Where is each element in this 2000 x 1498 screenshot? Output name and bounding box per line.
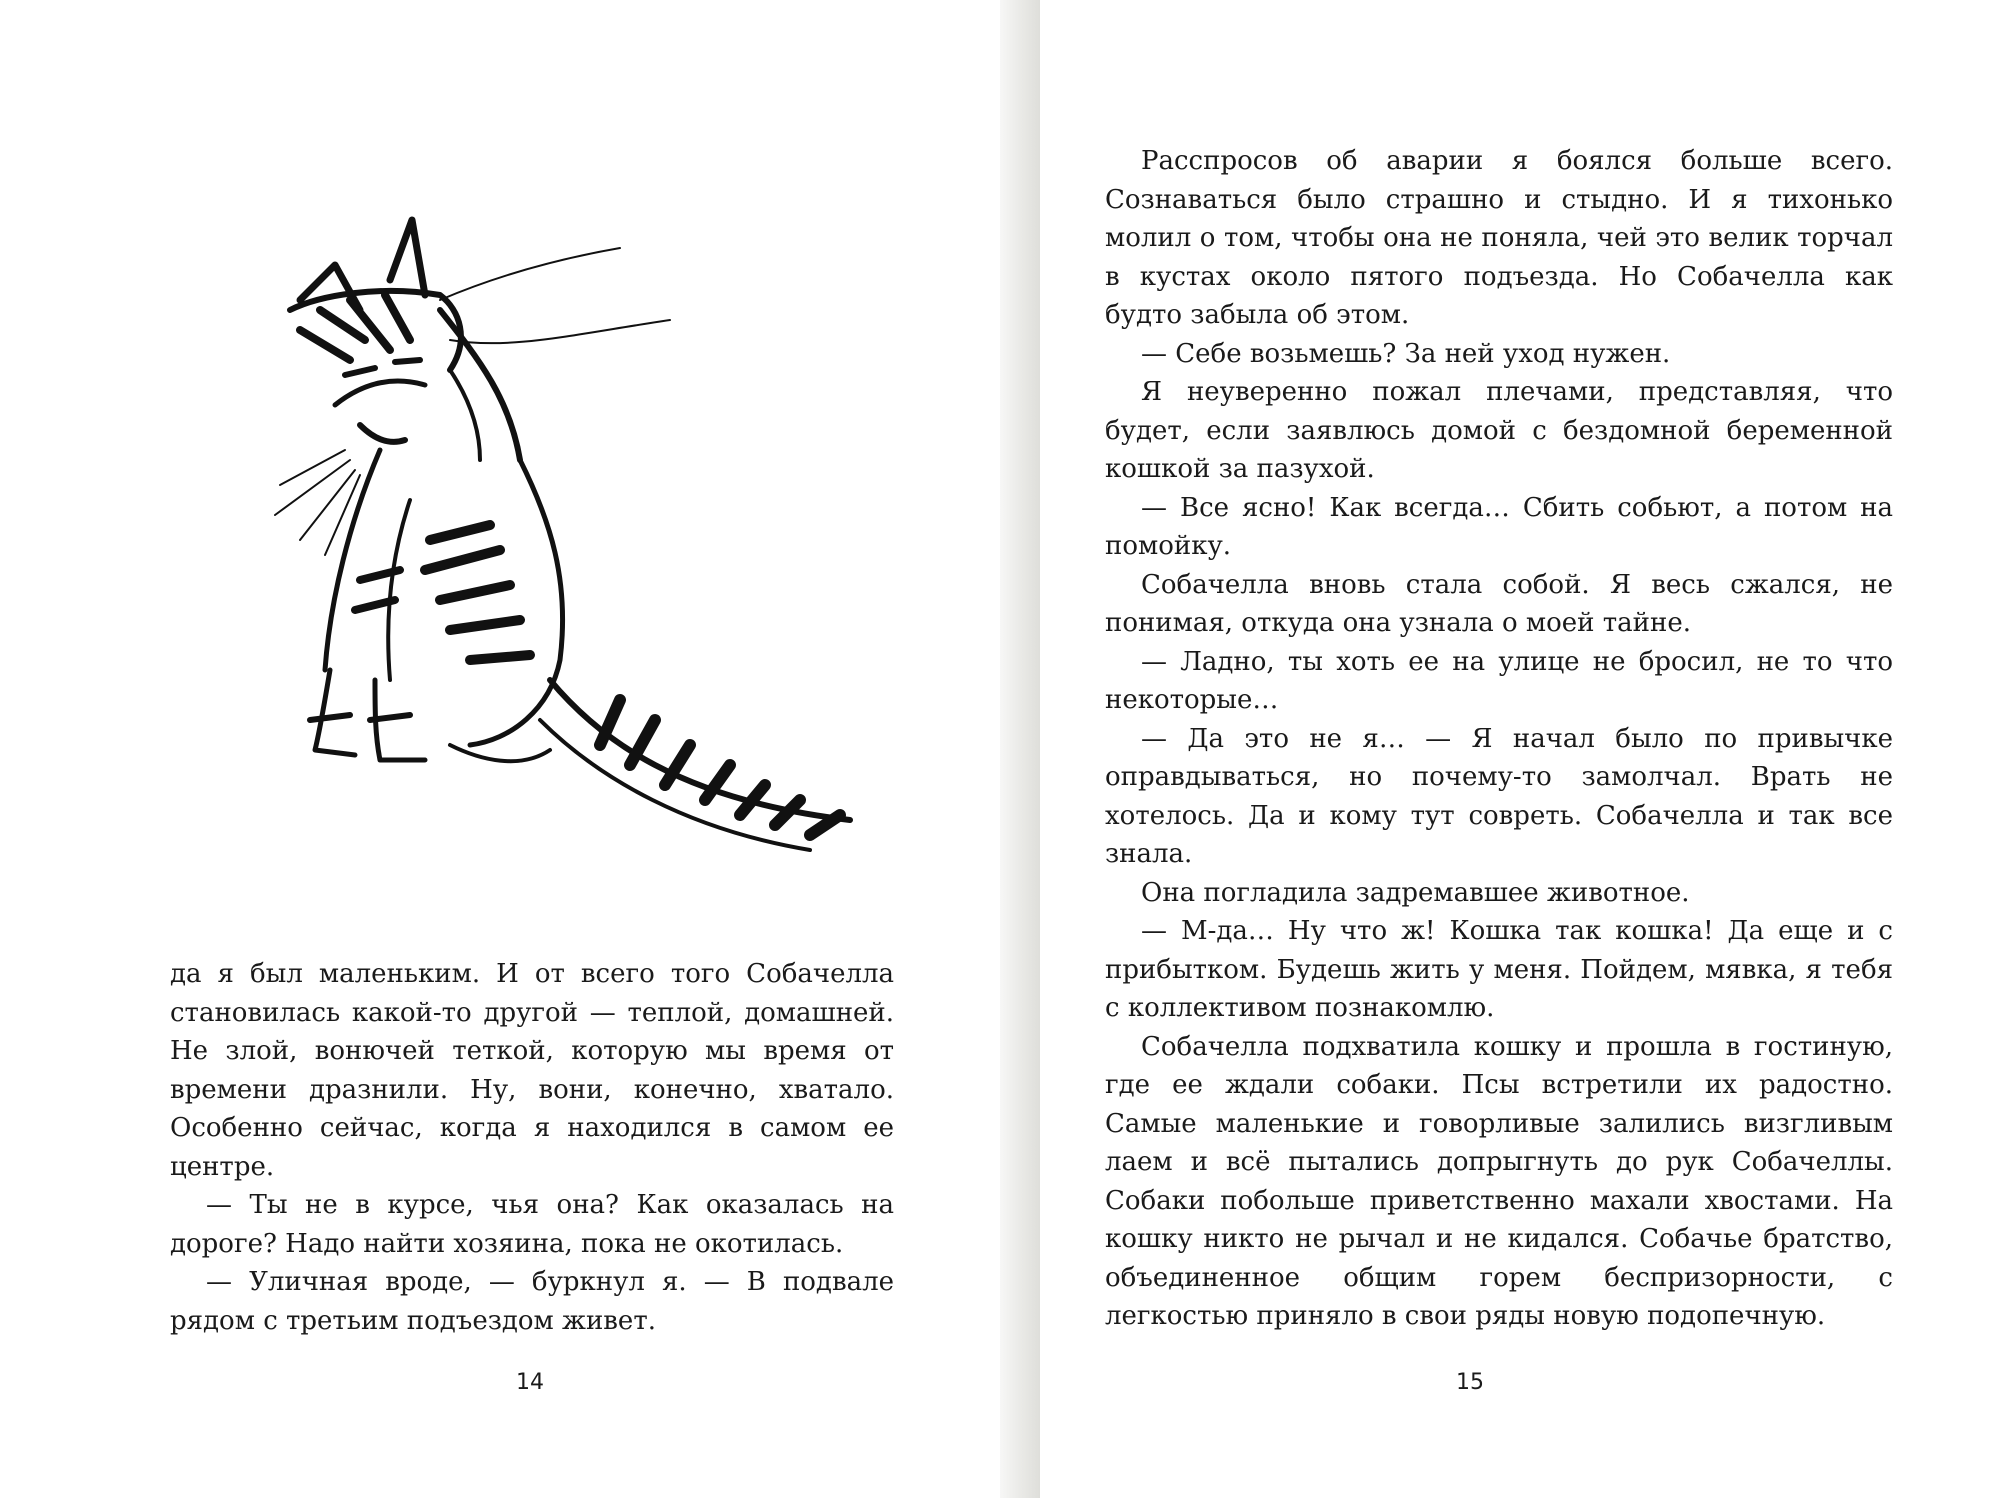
paragraph: — Уличная вроде, — буркнул я. — В подвале рядом с третьим подъездом живет. bbox=[170, 1267, 894, 1336]
paragraph: Собачелла подхватила кошку и прошла в гостиную, где ее ждали собаки. Псы встретили их радостно. Самые маленькие и говорливые залились визгливым лаем и всё пытались допрыгнуть до рук Собачеллы. Собаки побольше приветственно махали хвостами. На кошку никто не рычал и не кидался. Собачье братство, объединенное общим горем беспризорности, с легкостью приняло в свои ряды новую подопечную. bbox=[1105, 1031, 1893, 1331]
paragraph: да я был маленьким. И от всего того Собачелла становилась какой-то другой — теплой, домашней. Не злой, вонючей теткой, которую мы время от времени дразнили. Ну, вони, конечно, хватало. Особенно сейчас, когда я находился в самом ее центре. bbox=[170, 959, 894, 1182]
paragraph: — Все ясно! Как всегда… Сбить собьют, а потом на помойку. bbox=[1105, 492, 1893, 561]
paragraph: Расспросов об аварии я боялся больше всего. Сознаваться было страшно и стыдно. И я тихонько молил о том, чтобы она не поняла, чей это велик торчал в кустах около пятого подъезда. Но Собачелла как будто забыла об этом. bbox=[1105, 146, 1893, 330]
paragraph: — Ты не в курсе, чья она? Как оказалась на дороге? Надо найти хозяина, пока не окотилась. bbox=[170, 1190, 894, 1259]
paragraph: — Да это не я… — Я начал было по привычке оправдываться, но почему-то замолчал. Врать не хотелось. Да и кому тут совреть. Собачелла и так все знала. bbox=[1105, 723, 1893, 869]
paragraph: — Ладно, ты хоть ее на улице не бросил, не то что некоторые… bbox=[1105, 646, 1893, 715]
book-gutter bbox=[1000, 0, 1040, 1498]
paragraph: — М-да… Ну что ж! Кошка так кошка! Да еще и с прибытком. Будешь жить у меня. Пойдем, мявка, я тебя с коллективом познакомлю. bbox=[1105, 916, 1893, 1023]
page-number-right: 15 bbox=[1456, 1370, 1484, 1395]
paragraph: Собачелла вновь стала собой. Я весь сжался, не понимая, откуда она узнала о моей тайне. bbox=[1105, 569, 1893, 638]
left-page-text bbox=[170, 955, 894, 1340]
cat-illustration bbox=[150, 200, 930, 900]
paragraph: — Себе возьмешь? За ней уход нужен. bbox=[1141, 338, 1671, 369]
right-page-text bbox=[1105, 142, 1893, 1336]
paragraph: Я неуверенно пожал плечами, представляя, что будет, если заявлюсь домой с бездомной беременной кошкой за пазухой. bbox=[1105, 377, 1893, 484]
paragraph: Она погладила задремавшее животное. bbox=[1141, 877, 1690, 908]
right-page bbox=[1040, 0, 2000, 1498]
page-number-left: 14 bbox=[516, 1370, 544, 1395]
